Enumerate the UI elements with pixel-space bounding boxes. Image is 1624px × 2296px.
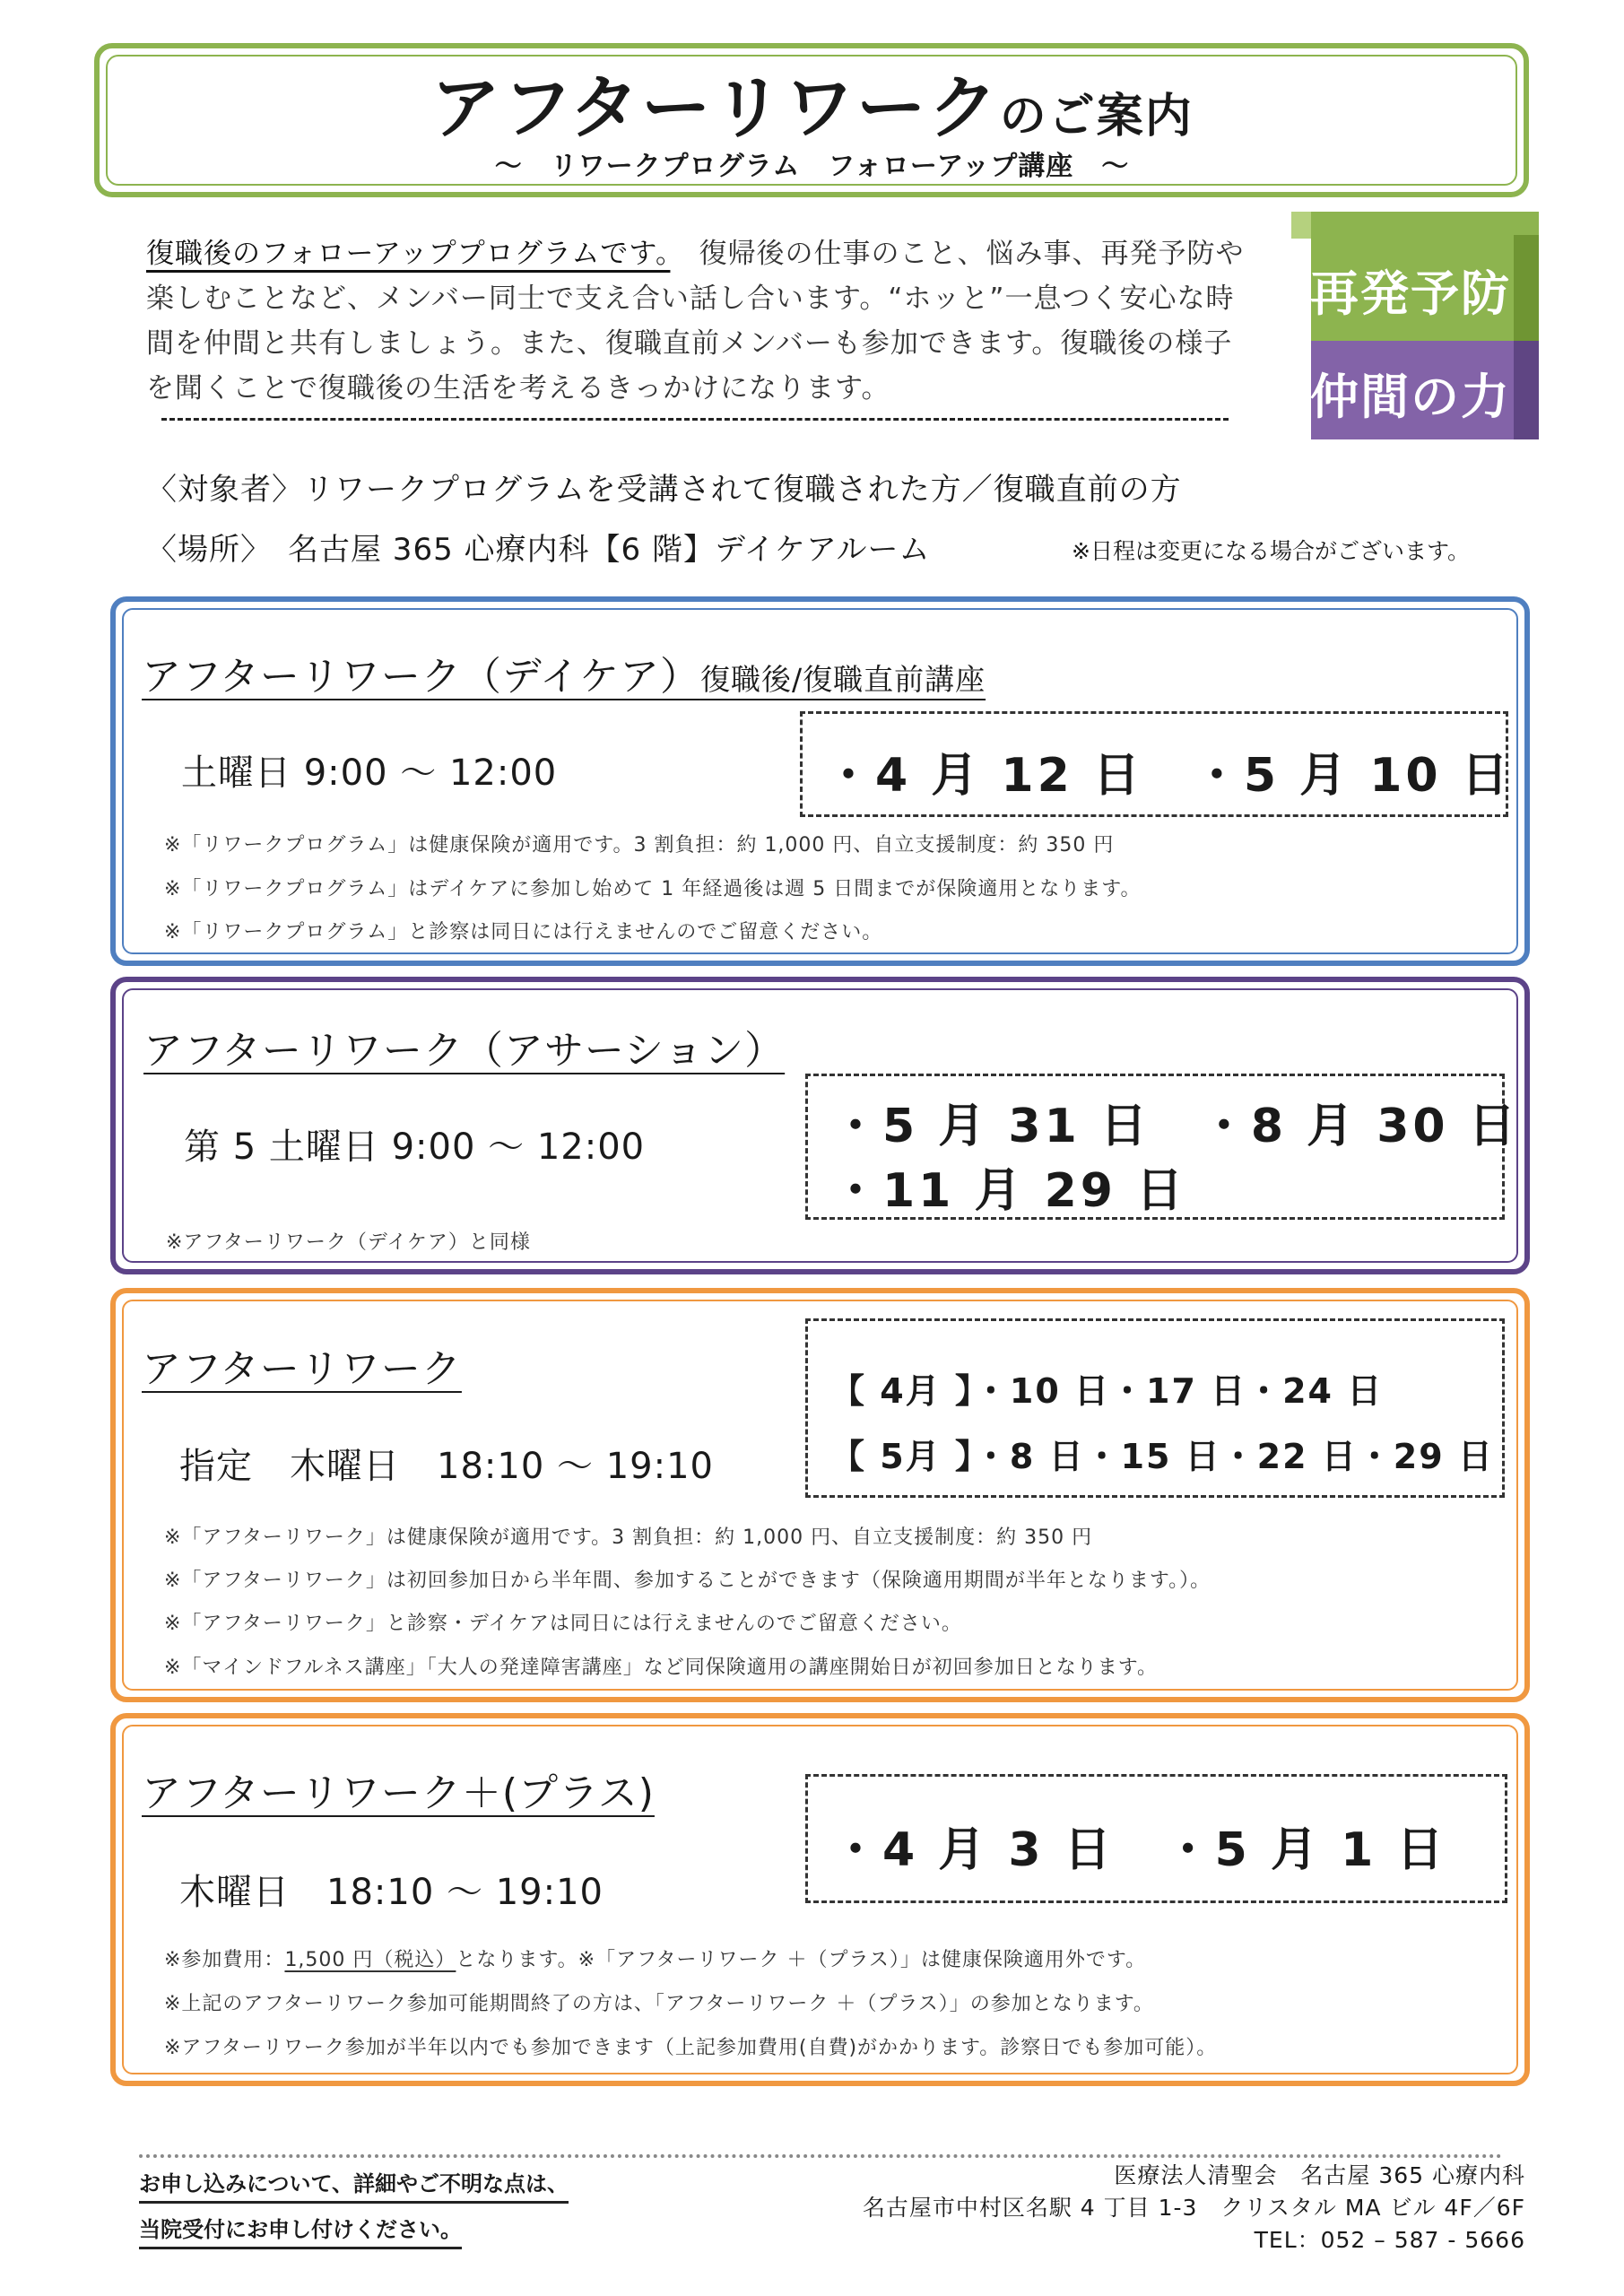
page-subtitle: ～ リワークプログラム フォローアップ講座 ～ [494,151,1130,182]
daycare-title-main: アフターリワーク（デイケア） [142,654,700,700]
page-title-main: アフターリワーク [430,68,1000,149]
assertion-dates-line1: ・5 月 31 日 ・8 月 30 日 [832,1100,1519,1153]
intro-text [146,231,1249,411]
thursday-dates-may: 【 5月 】・8 日・15 日・22 日・29 日 [830,1437,1494,1476]
thursday-time: 指定 木曜日 18:10 ～ 19:10 [179,1446,714,1487]
badge-bottom-side [1514,341,1539,439]
assertion-note: ※アフターリワーク（デイケア）と同様 [166,1231,531,1254]
daycare-title-sub: 復職後/復職直前講座 [699,662,986,697]
daycare-dates: ・4 月 12 日 ・5 月 10 日 [825,749,1512,803]
assertion-dates-line2: ・11 月 29 日 [832,1164,1187,1218]
plus-note-2: ※上記のアフターリワーク参加可能期間終了の方は、「アフターリワーク ＋（プラス）」の参加となります。 [164,1993,1154,2015]
daycare-time: 土曜日 9:00 ～ 12:00 [181,752,558,794]
page-title [0,52,1624,152]
footer-address: 名古屋市中村区名駅 4 丁目 1-3 クリスタル MA ビル 4F／6F [862,2195,1525,2221]
thursday-note-2: ※「アフターリワーク」は初回参加日から半年間、参加することができます（保険適用期間が半年となります。）。 [164,1570,1211,1592]
thursday-dates-april: 【 4月 】・10 日・17 日・24 日 [830,1371,1384,1411]
badge-top-text: 再発予防 [1310,265,1511,322]
footer-org-name: 医療法人清聖会 名古屋 365 心療内科 [1114,2162,1525,2188]
daycare-title [142,644,986,701]
badge-top-side [1514,235,1539,343]
thursday-note-4: ※「マインドフルネス講座」「大人の発達障害講座」など同保険適用の講座開始日が初回参加日となります。 [164,1657,1159,1679]
plus-note-1-prefix: ※参加費用： [164,1949,285,1971]
plus-price: 1,500 円（税込） [284,1949,456,1971]
schedule-note: ※日程は変更になる場合がございます。 [1072,538,1470,564]
thursday-title: アフターリワーク [142,1346,462,1392]
daycare-note-1: ※「リワークプログラム」は健康保険が適用です。3 割負担：約 1,000 円、自立支援制度：約 350 円 [164,834,1115,857]
divider [161,418,1229,421]
assertion-time: 第 5 土曜日 9:00 ～ 12:00 [184,1126,646,1168]
page-title-suffix: のご案内 [999,90,1194,144]
intro-lead: 復職後のフォローアッププログラムです。 [146,238,671,270]
footer-contact-line2: 当院受付にお申し付けください。 [139,2212,462,2249]
plus-dates: ・4 月 3 日 ・5 月 1 日 [832,1823,1447,1877]
plus-title: アフターリワーク＋(プラス) [142,1770,655,1816]
plus-note-1-suffix: となります。※「アフターリワーク ＋（プラス）」は健康保険適用外です。 [456,1949,1147,1971]
target-audience: 〈対象者〉リワークプログラムを受講されて復職された方／復職直前の方 [146,472,1182,508]
daycare-note-2: ※「リワークプログラム」はデイケアに参加し始めて 1 年経過後は週 5 日間までが保険適用となります。 [164,878,1142,900]
location: 〈場所〉 名古屋 365 心療内科【6 階】デイケアルーム [146,532,931,568]
thursday-note-3: ※「アフターリワーク」と診察・デイケアは同日には行えませんのでご留意ください。 [164,1613,962,1635]
footer-tel: TEL：052 – 587 - 5666 [1254,2227,1525,2253]
intro-body: 復帰後の仕事のこと、悩み事、再発予防や楽しむことなど、メンバー同士で支え合い話し合います。“ホッと”一息つく安心な時間を仲間と共有しましょう。また、復職直前メンバーも参加できます。復職後の様子を聞くことで復職後の生活を考えるきっかけになります。 [146,238,1245,404]
daycare-note-3: ※「リワークプログラム」と診察は同日には行えませんのでご留意ください。 [164,921,883,944]
plus-time: 木曜日 18:10 ～ 19:10 [179,1872,604,1913]
footer-org-info [863,2160,1525,2257]
plus-note-1 [164,1944,1146,1972]
thursday-note-1: ※「アフターリワーク」は健康保険が適用です。3 割負担：約 1,000 円、自立支援制度：約 350 円 [164,1526,1093,1549]
assertion-title: アフターリワーク（アサーション） [143,1028,786,1074]
footer-divider [139,2154,1502,2158]
plus-note-3: ※アフターリワーク参加が半年以内でも参加できます（上記参加費用(自費)がかかります。診察日でも参加可能）。 [164,2037,1218,2059]
footer-contact-line1: お申し込みについて、詳細やご不明な点は、 [139,2166,569,2204]
badge-bottom-text: 仲間の力 [1310,369,1511,425]
